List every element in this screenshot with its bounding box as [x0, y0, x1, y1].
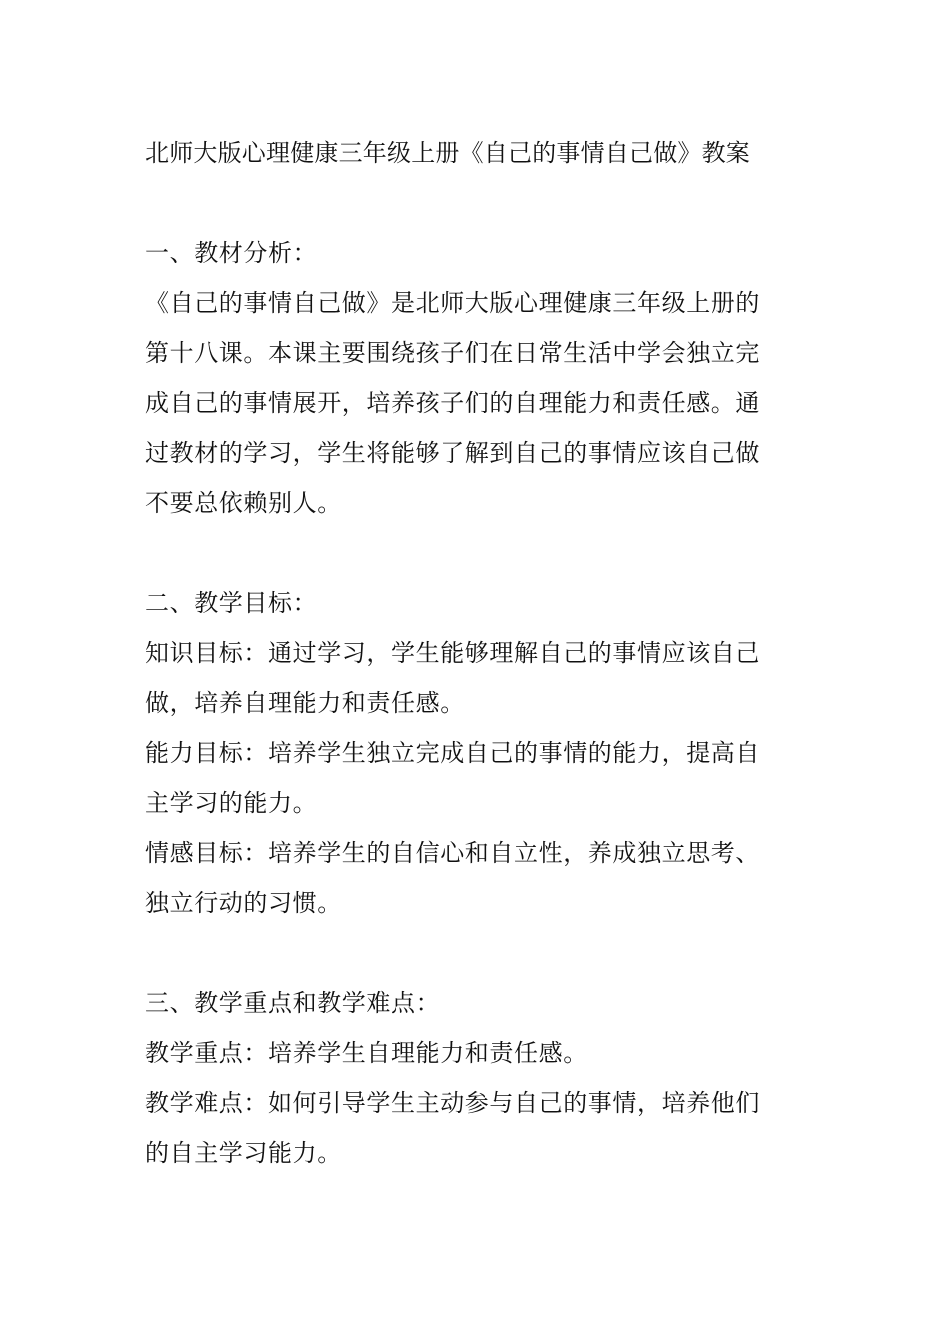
paragraph-line: 的自主学习能力。: [145, 1139, 342, 1167]
paragraph-line: 不要总依赖别人。: [145, 489, 342, 517]
paragraph-line: 独立行动的习惯。: [145, 889, 342, 917]
paragraph-line: 过教材的学习，学生将能够了解到自己的事情应该自己做: [145, 439, 760, 467]
paragraph-line: 教学难点：如何引导学生主动参与自己的事情，培养他们: [145, 1089, 760, 1117]
paragraph-line: 知识目标：通过学习，学生能够理解自己的事情应该自己: [145, 639, 760, 667]
paragraph-line: 《自己的事情自己做》是北师大版心理健康三年级上册的: [145, 289, 760, 317]
section-teaching-objectives: [145, 578, 810, 928]
paragraph-line: 主学习的能力。: [145, 789, 318, 817]
paragraph-line: 做，培养自理能力和责任感。: [145, 689, 465, 717]
section-heading: 三、教学重点和教学难点：: [145, 989, 441, 1017]
document-page: [145, 128, 810, 1178]
section-heading: 二、教学目标：: [145, 589, 318, 617]
section-heading: 一、教材分析：: [145, 239, 318, 267]
document-title: 北师大版心理健康三年级上册《自己的事情自己做》教案: [145, 139, 750, 167]
paragraph-line: 能力目标：培养学生独立完成自己的事情的能力，提高自: [145, 739, 760, 767]
paragraph-line: 成自己的事情展开，培养孩子们的自理能力和责任感。通: [145, 389, 760, 417]
section-textbook-analysis: [145, 228, 810, 528]
section-key-and-difficult-points: [145, 978, 810, 1178]
paragraph-line: 第十八课。本课主要围绕孩子们在日常生活中学会独立完: [145, 339, 760, 367]
paragraph-line: 情感目标：培养学生的自信心和自立性，养成独立思考、: [145, 839, 760, 867]
paragraph-line: 教学重点：培养学生自理能力和责任感。: [145, 1039, 588, 1067]
